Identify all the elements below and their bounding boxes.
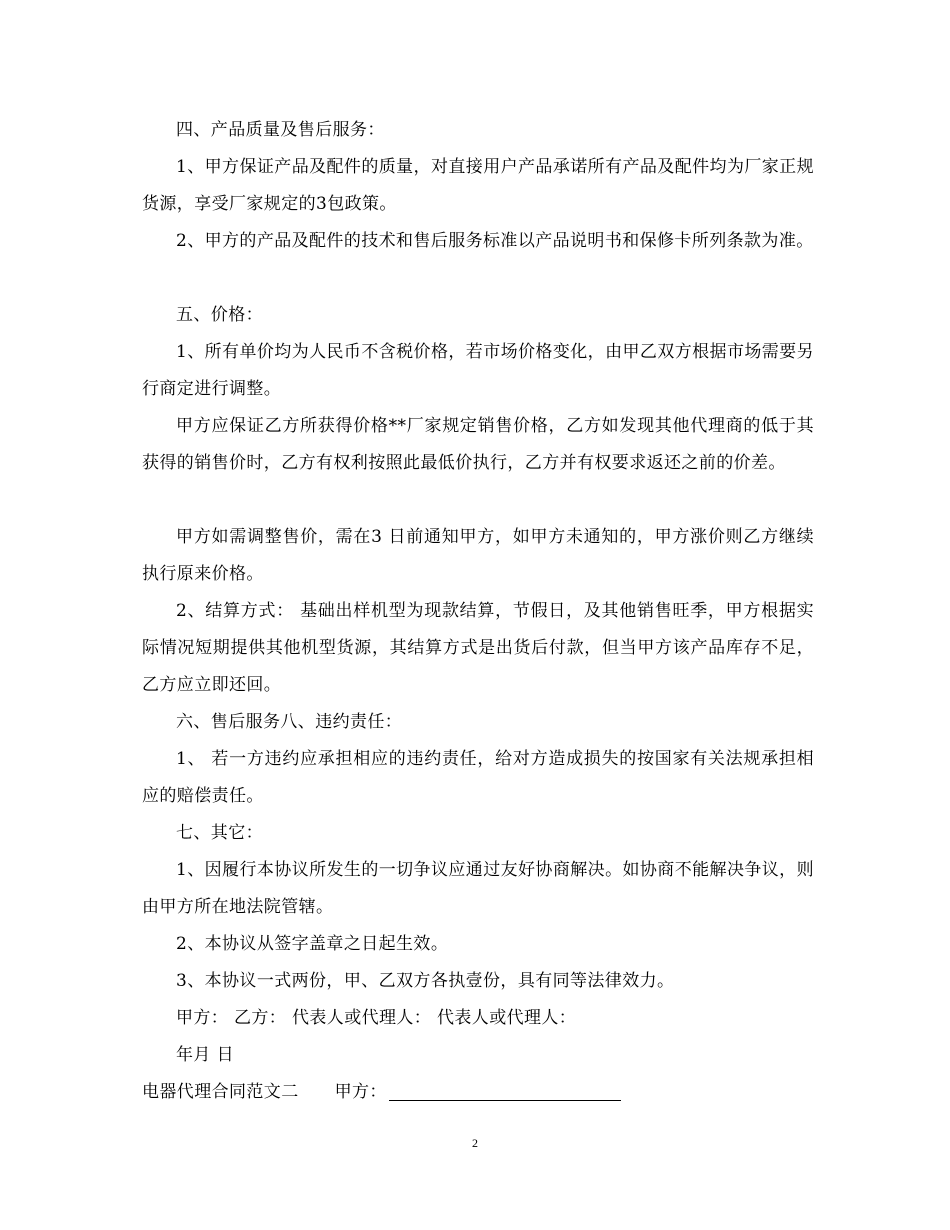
- paragraph-settlement: 2、结算方式： 基础出样机型为现款结算，节假日，及其他销售旺季，甲方根据实际情况短期提供其他机型货源，其结算方式是出货后付款，但当甲方该产品库存不足，乙方应立即还回。: [142, 601, 814, 695]
- party-a-label: 甲方：: [334, 1082, 387, 1102]
- paragraph-copies: 3、本协议一式两份，甲、乙双方各执壹份，具有同等法律效力。: [176, 971, 675, 991]
- paragraph-quality-1: 1、甲方保证产品及配件的质量，对直接用户产品承诺所有产品及配件均为厂家正规货源，享受厂家规定的3包政策。: [142, 157, 814, 214]
- section-heading-after-sales: 六、售后服务八、违约责任：: [176, 712, 403, 732]
- section-heading-quality: 四、产品质量及售后服务：: [176, 120, 385, 140]
- section-heading-price: 五、价格：: [176, 305, 263, 325]
- signature-date: 年月 日: [176, 1045, 235, 1065]
- paragraph-breach: 1、 若一方违约应承担相应的违约责任，给对方造成损失的按国家有关法规承担相应的赔偿责任。: [142, 749, 814, 806]
- paragraph-effective: 2、本协议从签字盖章之日起生效。: [176, 934, 449, 954]
- paragraph-dispute: 1、因履行本协议所发生的一切争议应通过友好协商解决。如协商不能解决争议，则由甲方所在地法院管辖。: [142, 860, 814, 917]
- footer-line: [142, 1074, 814, 1111]
- paragraph-price-1: 1、所有单价均为人民币不含税价格，若市场价格变化，由甲乙双方根据市场需要另行商定进行调整。: [142, 342, 814, 399]
- paragraph-price-guarantee: 甲方应保证乙方所获得价格**厂家规定销售价格，乙方如发现其他代理商的低于其获得的销售价时，乙方有权利按照此最低价执行，乙方并有权要求返还之前的价差。: [142, 416, 814, 473]
- party-a-signature-line: [389, 1078, 621, 1101]
- signature-parties: 甲方： 乙方： 代表人或代理人： 代表人或代理人：: [176, 1008, 577, 1028]
- paragraph-price-adjust: 甲方如需调整售价，需在3 日前通知甲方，如甲方未通知的，甲方涨价则乙方继续执行原来价格。: [142, 527, 814, 584]
- section-heading-other: 七、其它：: [176, 823, 263, 843]
- page-number: 2: [472, 1136, 478, 1150]
- next-contract-title: 电器代理合同范文二: [142, 1082, 299, 1102]
- paragraph-quality-2: 2、甲方的产品及配件的技术和售后服务标准以产品说明书和保修卡所列条款为准。: [176, 231, 814, 251]
